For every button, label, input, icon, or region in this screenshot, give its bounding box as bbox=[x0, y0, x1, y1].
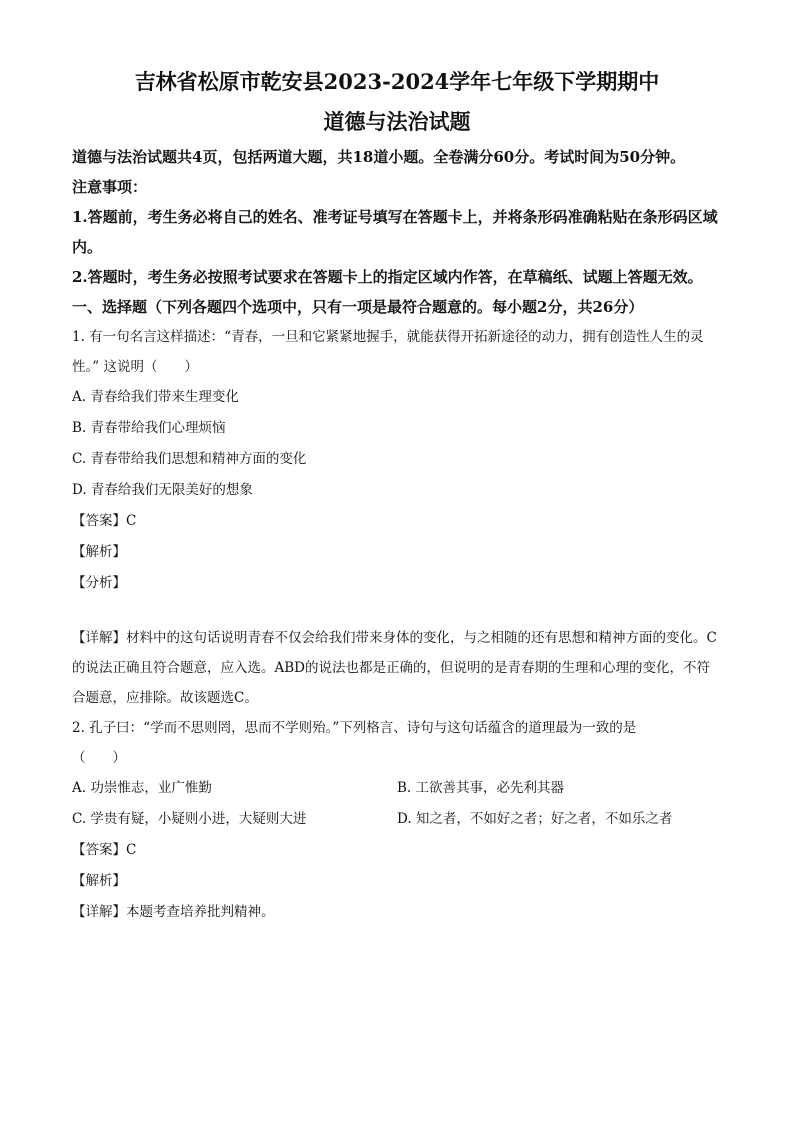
option-b: B. 青春带给我们心理烦恼 bbox=[72, 420, 226, 436]
question-stem: 1. 有一句名言这样描述：“青春，一旦和它紧紧地握手，就能获得开拓新途径的动力，拥有创造性人生的灵性。” 这说明（ ） bbox=[72, 329, 704, 375]
options-row bbox=[72, 804, 722, 835]
detail-explanation: 【详解】本题考查培养批判精神。 bbox=[72, 904, 275, 920]
spacer bbox=[72, 599, 722, 623]
notice-item: 1.答题前，考生务必将自己的姓名、准考证号填写在答题卡上，并将条形码准确粘贴在条形码区域内。 bbox=[72, 208, 718, 256]
exam-description: 道德与法治试题共4页，包括两道大题，共18道小题。全卷满分60分。考试时间为50分钟。 bbox=[72, 148, 686, 166]
option-d: D. 知之者，不如好之者；好之者，不如乐之者 bbox=[397, 811, 673, 827]
option-a: A. 功崇惟志，业广惟勤 bbox=[72, 780, 212, 796]
question-2 bbox=[72, 713, 722, 928]
detail-explanation: 【详解】材料中的这句话说明青春不仅会给我们带来身体的变化，与之相随的还有思想和精神方面的变化。C的说法正确且符合题意，应入选。ABD的说法也都是正确的，但说明的是青春期的生理和心理的变化，不符合题意，应排除。故该题选C。 bbox=[72, 630, 717, 706]
fenxi-label: 【分析】 bbox=[72, 575, 126, 591]
question-stem-bracket: （ ） bbox=[72, 750, 126, 766]
section-heading: 一、选择题（下列各题四个选项中，只有一项是最符合题意的。每小题2分，共26分） bbox=[72, 298, 644, 316]
option-a: A. 青春给我们带来生理变化 bbox=[72, 389, 239, 405]
analysis-label: 【解析】 bbox=[72, 544, 126, 560]
exam-title-line2: 道德与法治试题 bbox=[323, 109, 471, 134]
option-c: C. 青春带给我们思想和精神方面的变化 bbox=[72, 451, 307, 467]
option-c: C. 学贵有疑，小疑则小进，大疑则大进 bbox=[72, 811, 307, 827]
options-row bbox=[72, 773, 722, 804]
option-d: D. 青春给我们无限美好的想象 bbox=[72, 482, 253, 498]
notice-heading: 注意事项： bbox=[72, 178, 148, 196]
exam-title-line1: 吉林省松原市乾安县2023-2024学年七年级下学期期中 bbox=[134, 69, 660, 94]
analysis-label: 【解析】 bbox=[72, 873, 126, 889]
answer-label: 【答案】C bbox=[72, 842, 137, 858]
notice-item: 2.答题时，考生务必按照考试要求在答题卡上的指定区域内作答，在草稿纸、试题上答题无效。 bbox=[72, 268, 703, 286]
option-b: B. 工欲善其事，必先利其器 bbox=[397, 780, 565, 796]
question-stem: 2. 孔子曰：“学而不思则罔，思而不学则殆。”下列格言、诗句与这句话蕴含的道理最为一致的是 bbox=[72, 720, 637, 736]
answer-label: 【答案】C bbox=[72, 513, 137, 529]
question-1 bbox=[72, 322, 722, 713]
